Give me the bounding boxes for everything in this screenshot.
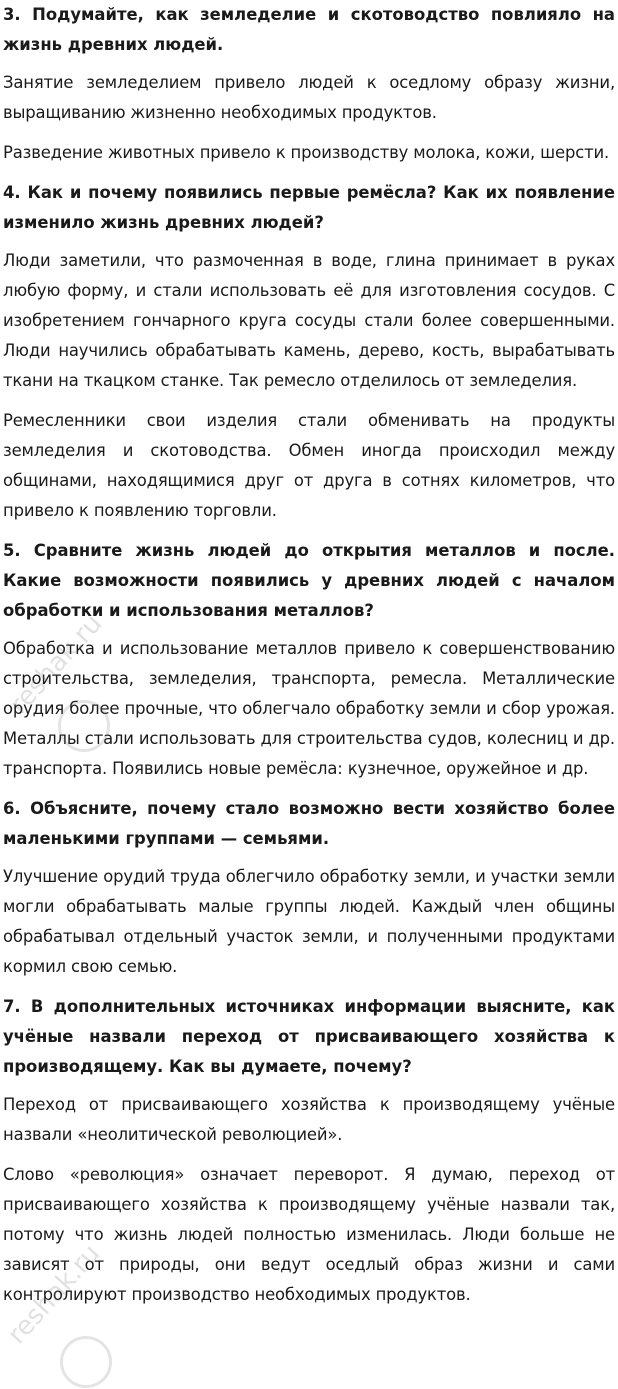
watermark-logo-top: reshak.ru bbox=[4, 608, 109, 721]
answer-4-2: Ремесленники свои изделия стали обменивать на продукты земледелия и скотоводства. Обмен иногда происходил между общинами, находящимися друг от друга в сотнях километров, что привело к появлению торговли. bbox=[3, 411, 615, 520]
question-3: 3. Подумайте, как земледелие и скотоводство повлияло на жизнь древних людей. bbox=[3, 5, 615, 54]
question-5: 5. Сравните жизнь людей до открытия металлов и после. Какие возможности появились у древних людей с началом обработки и использования металлов? bbox=[3, 541, 615, 620]
answer-7-2: Слово «революция» означает переворот. Я думаю, переход от присваивающего хозяйства к производящему учёные назвали так, потому что жизнь людей полностью изменилась. Люди больше не зависят от природы, они ведут оседлый образ жизни и сами контролируют производство необходимых продуктов. bbox=[3, 1165, 615, 1304]
document-page bbox=[3, 0, 615, 1310]
answer-7-1: Переход от присваивающего хозяйства к производящему учёные назвали «неолитической революцией». bbox=[3, 1095, 615, 1144]
answer-6-1: Улучшение орудий труда облегчило обработку земли, и участки земли могли обрабатывать малые группы людей. Каждый член общины обрабатывал отдельный участок земли, и полученными продуктами кормил свою семью. bbox=[3, 867, 615, 976]
answer-4-1: Люди заметили, что размоченная в воде, глина принимает в руках любую форму, и стали использовать её для изготовления сосудов. С изобретением гончарного круга сосуды стали более совершенными. Люди научились обрабатывать камень, дерево, кость, вырабатывать ткани на ткацком станке. Так ремесло отделилось от земледелия. bbox=[3, 251, 615, 390]
section-7 bbox=[3, 992, 615, 1310]
watermark-logo-bottom: reshak.ru bbox=[2, 1238, 107, 1351]
question-7: 7. В дополнительных источниках информации выясните, как учёные назвали переход от присваивающего хозяйства к производящему. Как вы думаете, почему? bbox=[3, 997, 615, 1076]
question-4: 4. Как и почему появились первые ремёсла? Как их появление изменило жизнь древних людей? bbox=[3, 183, 615, 232]
section-5 bbox=[3, 536, 615, 784]
answer-3-2: Разведение животных привело к производству молока, кожи, шерсти. bbox=[3, 143, 610, 162]
answer-3-1: Занятие земледелием привело людей к оседлому образу жизни, выращиванию жизненно необходимых продуктов. bbox=[3, 73, 615, 122]
section-3 bbox=[3, 0, 615, 168]
section-6 bbox=[3, 794, 615, 982]
watermark-copyright-circle-bottom bbox=[60, 1336, 112, 1388]
answer-5-1: Обработка и использование металлов привело к совершенствованию строительства, земледелия, транспорта, ремесла. Металлические орудия более прочные, что облегчало обработку земли и сбор урожая. Металлы стали использовать для строительства судов, колесниц и др. транспорта. Появились новые ремёсла: кузнечное, оружейное и др. bbox=[3, 639, 615, 778]
section-4 bbox=[3, 178, 615, 526]
question-6: 6. Объясните, почему стало возможно вести хозяйство более маленькими группами — семьями. bbox=[3, 799, 615, 848]
